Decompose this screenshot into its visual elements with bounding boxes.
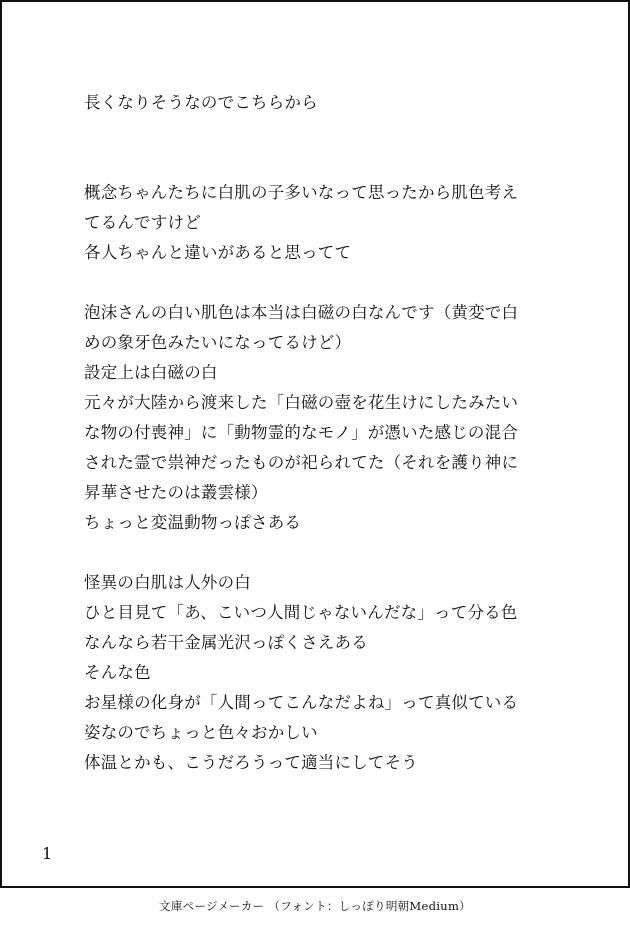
text-line: てるんですけど	[84, 213, 201, 232]
text-line: 泡沫さんの白い肌色は本当は白磁の白なんです（黄変で白	[84, 303, 519, 322]
page-number: 1	[42, 844, 53, 863]
text-line: なんなら若干金属光沢っぽくさえある	[84, 633, 368, 652]
blank-line	[84, 538, 564, 568]
text-line: 姿なのでちょっと色々おかしい	[84, 723, 318, 742]
text-line: 概念ちゃんたちに白肌の子多いなって思ったから肌色考え	[84, 183, 519, 202]
text-line: 怪異の白肌は人外の白	[84, 573, 251, 592]
text-line: 体温とかも、こうだろうって適当にしてそう	[84, 753, 418, 772]
blank-line	[84, 268, 564, 298]
text-line: 設定上は白磁の白	[84, 363, 218, 382]
text-line: お星様の化身が「人間ってこんなだよね」って真似ている	[84, 693, 519, 712]
footer-credit: 文庫ページメーカー （フォント：しっぽり明朝Medium）	[159, 899, 471, 913]
body-text	[84, 88, 564, 778]
text-line: そんな色	[84, 663, 151, 682]
text-line: された霊で祟神だったものが祀られてた（それを護り神に	[84, 453, 519, 472]
text-line: 各人ちゃんと違いがあると思ってて	[84, 243, 352, 262]
text-line: めの象牙色みたいになってるけど）	[84, 333, 352, 352]
text-line: ひと目見て「あ、こいつ人間じゃないんだな」って分る色	[84, 603, 518, 622]
text-line: 元々が大陸から渡来した「白磁の壺を花生けにしたみたい	[84, 393, 519, 412]
blank-line	[84, 118, 564, 148]
text-line: 長くなりそうなのでこちらから	[84, 93, 318, 112]
text-line: ちょっと変温動物っぽさある	[84, 513, 302, 532]
text-line: な物の付喪神」に「動物霊的なモノ」が憑いた感じの混合	[84, 423, 519, 442]
text-line: 昇華させたのは叢雲様）	[84, 483, 268, 502]
blank-line	[84, 148, 564, 178]
